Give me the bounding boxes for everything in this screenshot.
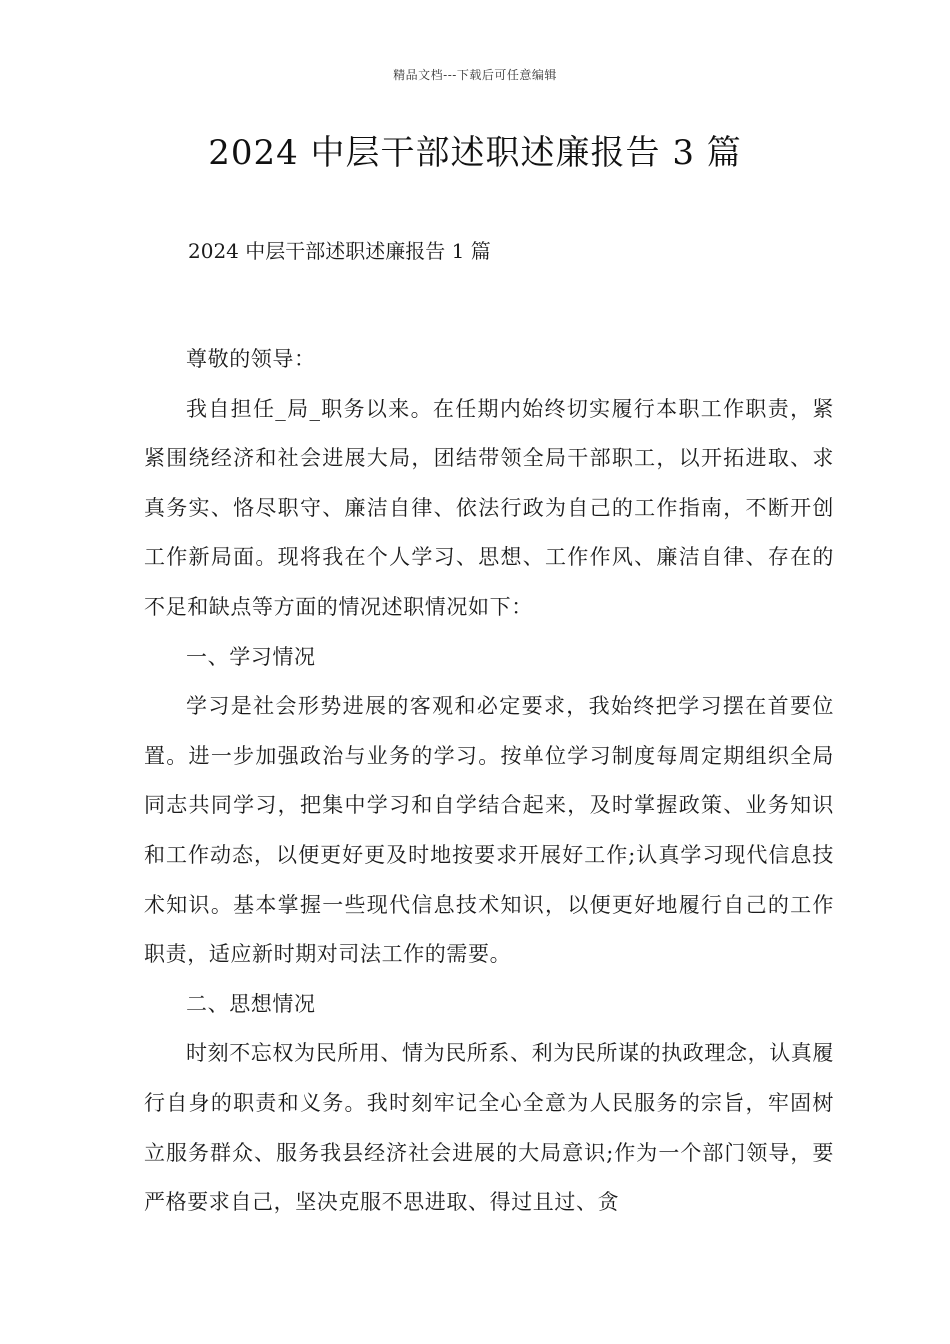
section-heading-thought: 二、思想情况 <box>186 991 316 1016</box>
thought-paragraph: 时刻不忘权为民所用、情为民所系、利为民所谋的执政理念，认真履行自身的职责和义务。我时刻牢记全心全意为人民服务的宗旨，牢固树立服务群众、服务我县经济社会进展的大局意识;作为一个部门领导，要严格要求自己，坚决克服不思进取、得过且过、贪 <box>144 1041 834 1215</box>
intro-paragraph: 我自担任_局_职务以来。在任期内始终切实履行本职工作职责，紧紧围绕经济和社会进展大局，团结带领全局干部职工，以开拓进取、求真务实、恪尽职守、廉洁自律、依法行政为自己的工作指南，不断开创工作新局面。现将我在个人学习、思想、工作作风、廉洁自律、存在的不足和缺点等方面的情况述职情况如下： <box>144 396 834 619</box>
document-body <box>144 335 834 1228</box>
header-note: 精品文档---下载后可任意编辑 <box>393 68 557 82</box>
section-heading-study: 一、学习情况 <box>186 644 316 669</box>
section-subtitle: 2024 中层干部述职述廉报告 1 篇 <box>188 239 491 263</box>
document-title: 2024 中层干部述职述廉报告 3 篇 <box>208 133 742 173</box>
salutation: 尊敬的领导： <box>186 347 316 371</box>
study-paragraph: 学习是社会形势进展的客观和必定要求，我始终把学习摆在首要位置。进一步加强政治与业务的学习。按单位学习制度每周定期组织全局同志共同学习，把集中学习和自学结合起来，及时掌握政策、业务知识和工作动态，以便更好更及时地按要求开展好工作;认真学习现代信息技术知识。基本掌握一些现代信息技术知识，以便更好地履行自己的工作职责，适应新时期对司法工作的需要。 <box>144 694 834 967</box>
